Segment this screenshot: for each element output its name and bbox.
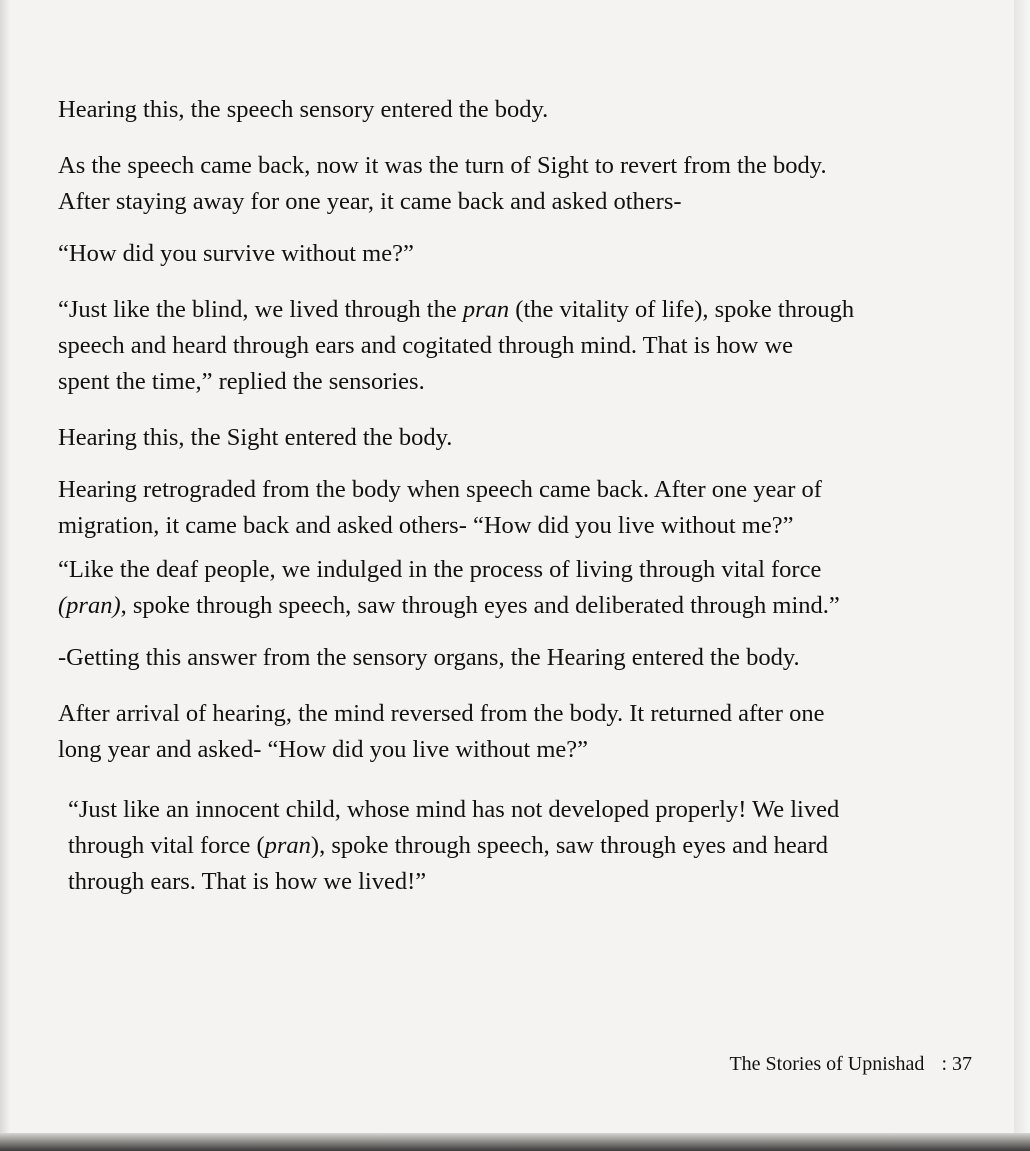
text-line: Hearing retrograded from the body when speech came back. After one year of — [58, 476, 822, 503]
paragraph — [58, 552, 978, 624]
page-body — [58, 92, 978, 908]
text-run: through vital force ( — [68, 832, 265, 859]
text-line: through ears. That is how we lived!” — [68, 868, 427, 895]
paragraph — [58, 696, 978, 768]
page-number: 37 — [952, 1053, 972, 1075]
page-gutter-shadow — [0, 0, 10, 1151]
italic-term: pran — [462, 296, 510, 323]
text-line: “Like the deaf people, we indulged in the process of living through vital force — [58, 556, 822, 583]
footer-separator: : — [941, 1053, 947, 1075]
text-line: “Just like an innocent child, whose mind has not developed properly! We lived — [68, 796, 840, 823]
text-line: After staying away for one year, it came back and asked others- — [58, 188, 682, 215]
text-line: Hearing this, the Sight entered the body. — [58, 424, 453, 451]
page-right-edge — [1014, 0, 1030, 1151]
paragraph — [58, 640, 978, 676]
text-line: -Getting this answer from the sensory organs, the Hearing entered the body. — [58, 644, 800, 671]
text-line — [58, 592, 840, 619]
book-title: The Stories of Upnishad — [729, 1053, 925, 1075]
text-run: , spoke through speech, saw through eyes and deliberated through mind.” — [120, 592, 840, 619]
text-line: long year and asked- “How did you live without me?” — [58, 736, 589, 763]
paragraph — [58, 420, 978, 456]
paragraph — [58, 236, 978, 272]
text-line: migration, it came back and asked others- “How did you live without me?” — [58, 512, 794, 539]
paragraph — [58, 292, 978, 400]
text-line: speech and heard through ears and cogitated through mind. That is how we — [58, 332, 794, 359]
text-line — [58, 296, 854, 323]
text-line: After arrival of hearing, the mind reversed from the body. It returned after one — [58, 700, 825, 727]
text-line: As the speech came back, now it was the turn of Sight to revert from the body. — [58, 152, 827, 179]
scan-bottom-edge — [0, 1133, 1030, 1151]
text-line: “How did you survive without me?” — [58, 240, 414, 267]
text-run: ), spoke through speech, saw through eyes and heard — [310, 832, 828, 859]
text-run: (the vitality of life), spoke through — [509, 296, 855, 323]
italic-term: pran — [264, 832, 311, 859]
text-line: Hearing this, the speech sensory entered the body. — [58, 96, 549, 123]
italic-term: (pran) — [58, 592, 121, 619]
paragraph — [58, 792, 978, 900]
text-line — [68, 832, 828, 859]
page-footer — [729, 1050, 972, 1078]
text-line: spent the time,” replied the sensories. — [58, 368, 425, 395]
paragraph — [58, 148, 978, 220]
paragraph — [58, 472, 978, 544]
paragraph — [58, 92, 978, 128]
text-run: “Just like the blind, we lived through the — [58, 296, 463, 323]
